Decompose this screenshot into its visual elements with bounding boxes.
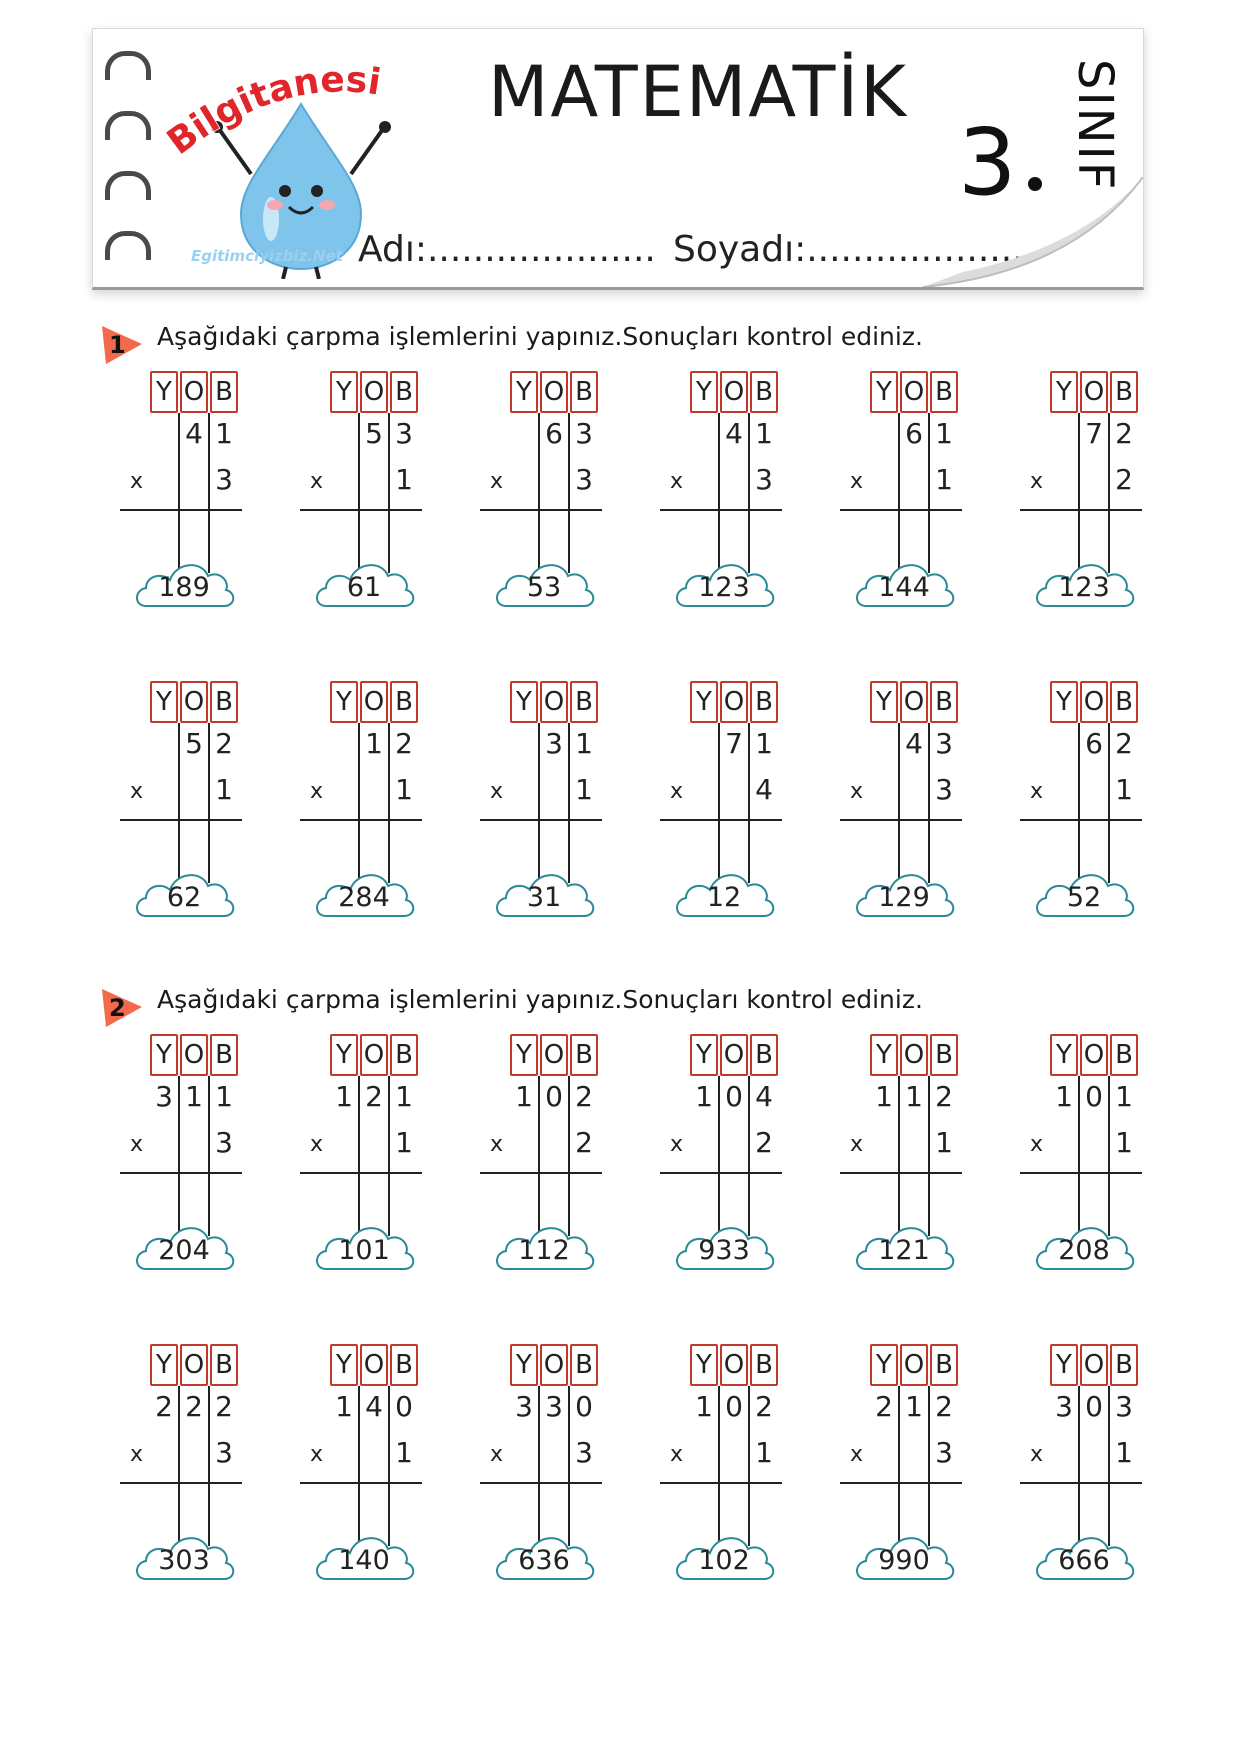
place-value-header: O: [720, 1344, 748, 1386]
place-value-header: Y: [510, 1034, 538, 1076]
place-value-header: O: [540, 1344, 568, 1386]
place-value-header: O: [1080, 1344, 1108, 1386]
times-sign: x: [490, 469, 504, 494]
place-value-header: O: [540, 371, 568, 413]
binder-ring-icon: [105, 231, 151, 260]
surname-field[interactable]: Soyadı:....................: [673, 229, 1036, 270]
multiplicand-digit: 1: [755, 727, 773, 760]
check-answer: 208: [1058, 1235, 1110, 1266]
instruction-text: Aşağıdaki çarpma işlemlerini yapınız.Sonuçları kontrol ediniz.: [157, 322, 923, 351]
place-value-header: B: [930, 1034, 958, 1076]
multiplicand-digit: 3: [935, 727, 953, 760]
place-value-header: B: [1110, 371, 1138, 413]
multiplicand-digit: 1: [875, 1080, 893, 1113]
check-answer: 129: [878, 882, 930, 913]
times-sign: x: [490, 779, 504, 804]
multiplier-digit: 4: [755, 773, 773, 806]
times-sign: x: [850, 1442, 864, 1467]
multiplicand-digit: 2: [875, 1390, 893, 1423]
place-value-header: B: [210, 681, 238, 723]
multiplicand-digit: 1: [695, 1390, 713, 1423]
times-sign: x: [1030, 1442, 1044, 1467]
multiplier-digit: 3: [215, 1436, 233, 1469]
brand-name: Bilgitanesi: [159, 59, 384, 161]
check-answer: 636: [518, 1545, 570, 1576]
multiplicand-digit: 0: [1085, 1080, 1103, 1113]
place-value-header: B: [750, 1344, 778, 1386]
place-value-header: O: [360, 371, 388, 413]
place-value-header: O: [540, 681, 568, 723]
place-value-header: Y: [1050, 681, 1078, 723]
place-value-header: B: [570, 681, 598, 723]
multiplicand-digit: 4: [755, 1080, 773, 1113]
multiplier-digit: 1: [1115, 1126, 1133, 1159]
multiplicand-digit: 2: [575, 1080, 593, 1113]
page-title: MATEMATİK: [488, 51, 908, 133]
place-value-header: Y: [690, 1034, 718, 1076]
place-value-header: Y: [510, 681, 538, 723]
multiplicand-digit: 4: [905, 727, 923, 760]
multiplicand-digit: 0: [725, 1080, 743, 1113]
times-sign: x: [490, 1132, 504, 1157]
times-sign: x: [670, 469, 684, 494]
place-value-header: Y: [1050, 371, 1078, 413]
place-value-header: B: [930, 1344, 958, 1386]
times-sign: x: [130, 779, 144, 804]
question-number-icon: [96, 985, 144, 1029]
place-value-header: B: [210, 371, 238, 413]
multiplicand-digit: 3: [1055, 1390, 1073, 1423]
multiplicand-digit: 1: [365, 727, 383, 760]
place-value-header: O: [180, 1034, 208, 1076]
check-answer: 102: [698, 1545, 750, 1576]
place-value-header: O: [360, 1344, 388, 1386]
multiplicand-digit: 1: [935, 417, 953, 450]
check-answer: 189: [158, 572, 210, 603]
multiplicand-digit: 3: [155, 1080, 173, 1113]
place-value-header: O: [900, 1344, 928, 1386]
multiplicand-digit: 2: [1115, 417, 1133, 450]
multiplicand-digit: 3: [515, 1390, 533, 1423]
check-answer: 284: [338, 882, 390, 913]
place-value-header: O: [180, 681, 208, 723]
place-value-header: B: [1110, 1344, 1138, 1386]
multiplier-digit: 2: [1115, 463, 1133, 496]
multiplicand-digit: 1: [395, 1080, 413, 1113]
place-value-header: Y: [150, 681, 178, 723]
check-answer: 666: [1058, 1545, 1110, 1576]
multiplicand-digit: 6: [545, 417, 563, 450]
multiplier-digit: 3: [755, 463, 773, 496]
place-value-header: Y: [510, 371, 538, 413]
place-value-header: B: [390, 371, 418, 413]
place-value-header: Y: [870, 1034, 898, 1076]
place-value-header: B: [930, 681, 958, 723]
place-value-header: O: [900, 371, 928, 413]
check-answer: 12: [706, 882, 742, 913]
multiplicand-digit: 3: [395, 417, 413, 450]
place-value-header: Y: [150, 1034, 178, 1076]
times-sign: x: [490, 1442, 504, 1467]
place-value-header: Y: [330, 681, 358, 723]
multiplier-digit: 3: [215, 1126, 233, 1159]
check-answer: 123: [1058, 572, 1110, 603]
multiplier-digit: 1: [395, 1126, 413, 1159]
times-sign: x: [1030, 779, 1044, 804]
place-value-header: B: [210, 1344, 238, 1386]
multiplicand-digit: 2: [365, 1080, 383, 1113]
question-number: 2: [109, 994, 126, 1022]
grade-word: SINIF: [1067, 59, 1123, 192]
multiplier-digit: 1: [755, 1436, 773, 1469]
page-curl: [923, 177, 1143, 287]
multiplier-digit: 3: [935, 1436, 953, 1469]
times-sign: x: [130, 469, 144, 494]
multiplier-digit: 1: [395, 463, 413, 496]
name-field[interactable]: Adı:....................: [358, 229, 656, 270]
place-value-header: O: [720, 1034, 748, 1076]
place-value-header: Y: [870, 681, 898, 723]
check-answer: 140: [338, 1545, 390, 1576]
times-sign: x: [310, 1442, 324, 1467]
multiplicand-digit: 4: [725, 417, 743, 450]
binder-ring-icon: [105, 171, 151, 200]
times-sign: x: [310, 469, 324, 494]
place-value-header: O: [900, 681, 928, 723]
check-answer: 204: [158, 1235, 210, 1266]
place-value-header: Y: [330, 371, 358, 413]
multiplicand-digit: 1: [185, 1080, 203, 1113]
check-answer: 112: [518, 1235, 570, 1266]
site-name: Egitimciyizbiz.Net: [191, 247, 343, 265]
place-value-header: O: [720, 681, 748, 723]
brand-logo: [159, 51, 489, 161]
question-number: 1: [109, 331, 126, 359]
times-sign: x: [1030, 469, 1044, 494]
multiplicand-digit: 0: [545, 1080, 563, 1113]
multiplier-digit: 2: [755, 1126, 773, 1159]
multiplier-digit: 2: [575, 1126, 593, 1159]
place-value-header: B: [1110, 1034, 1138, 1076]
multiplicand-digit: 1: [515, 1080, 533, 1113]
place-value-header: Y: [690, 681, 718, 723]
multiplicand-digit: 1: [1055, 1080, 1073, 1113]
multiplicand-digit: 2: [935, 1080, 953, 1113]
multiplicand-digit: 1: [335, 1390, 353, 1423]
multiplicand-digit: 2: [215, 727, 233, 760]
multiplicand-digit: 1: [905, 1080, 923, 1113]
place-value-header: O: [180, 1344, 208, 1386]
check-answer: 52: [1066, 882, 1102, 913]
place-value-header: Y: [690, 1344, 718, 1386]
multiplier-digit: 3: [215, 463, 233, 496]
multiplicand-digit: 7: [725, 727, 743, 760]
place-value-header: Y: [1050, 1034, 1078, 1076]
times-sign: x: [850, 779, 864, 804]
multiplicand-digit: 1: [905, 1390, 923, 1423]
multiplicand-digit: 0: [575, 1390, 593, 1423]
multiplicand-digit: 1: [215, 1080, 233, 1113]
place-value-header: Y: [870, 371, 898, 413]
instruction-text: Aşağıdaki çarpma işlemlerini yapınız.Sonuçları kontrol ediniz.: [157, 985, 923, 1014]
place-value-header: Y: [150, 371, 178, 413]
multiplier-digit: 1: [395, 1436, 413, 1469]
multiplicand-digit: 2: [755, 1390, 773, 1423]
place-value-header: B: [930, 371, 958, 413]
place-value-header: O: [720, 371, 748, 413]
times-sign: x: [1030, 1132, 1044, 1157]
check-answer: 53: [526, 572, 562, 603]
place-value-header: Y: [330, 1344, 358, 1386]
times-sign: x: [310, 1132, 324, 1157]
worksheet-header: [92, 28, 1144, 290]
multiplicand-digit: 7: [1085, 417, 1103, 450]
multiplicand-digit: 1: [575, 727, 593, 760]
times-sign: x: [310, 779, 324, 804]
multiplicand-digit: 1: [215, 417, 233, 450]
place-value-header: B: [570, 371, 598, 413]
svg-text:Bilgitanesi: [160, 59, 384, 161]
multiplicand-digit: 6: [1085, 727, 1103, 760]
multiplicand-digit: 2: [395, 727, 413, 760]
multiplicand-digit: 6: [905, 417, 923, 450]
place-value-header: B: [570, 1034, 598, 1076]
place-value-header: O: [1080, 371, 1108, 413]
check-answer: 31: [526, 882, 562, 913]
multiplier-digit: 3: [575, 1436, 593, 1469]
multiplier-digit: 1: [575, 773, 593, 806]
multiplicand-digit: 3: [545, 727, 563, 760]
check-answer: 62: [166, 882, 202, 913]
multiplicand-digit: 4: [365, 1390, 383, 1423]
multiplicand-digit: 0: [725, 1390, 743, 1423]
multiplicand-digit: 5: [365, 417, 383, 450]
times-sign: x: [670, 1132, 684, 1157]
multiplicand-digit: 1: [695, 1080, 713, 1113]
place-value-header: O: [360, 1034, 388, 1076]
place-value-header: Y: [150, 1344, 178, 1386]
multiplicand-digit: 1: [755, 417, 773, 450]
check-answer: 121: [878, 1235, 930, 1266]
place-value-header: Y: [870, 1344, 898, 1386]
place-value-header: B: [1110, 681, 1138, 723]
multiplicand-digit: 3: [1115, 1390, 1133, 1423]
multiplier-digit: 1: [935, 463, 953, 496]
place-value-header: O: [1080, 681, 1108, 723]
multiplier-digit: 1: [215, 773, 233, 806]
place-value-header: B: [210, 1034, 238, 1076]
place-value-header: B: [390, 1344, 418, 1386]
multiplier-digit: 3: [935, 773, 953, 806]
multiplicand-digit: 2: [1115, 727, 1133, 760]
place-value-header: Y: [1050, 1344, 1078, 1386]
times-sign: x: [670, 1442, 684, 1467]
times-sign: x: [130, 1132, 144, 1157]
place-value-header: O: [360, 681, 388, 723]
multiplicand-digit: 0: [1085, 1390, 1103, 1423]
place-value-header: B: [750, 1034, 778, 1076]
multiplier-digit: 1: [935, 1126, 953, 1159]
check-answer: 990: [878, 1545, 930, 1576]
place-value-header: O: [180, 371, 208, 413]
place-value-header: O: [1080, 1034, 1108, 1076]
check-answer: 144: [878, 572, 930, 603]
times-sign: x: [670, 779, 684, 804]
place-value-header: B: [390, 681, 418, 723]
place-value-header: B: [750, 681, 778, 723]
check-answer: 303: [158, 1545, 210, 1576]
place-value-header: Y: [510, 1344, 538, 1386]
multiplicand-digit: 2: [155, 1390, 173, 1423]
multiplier-digit: 3: [575, 463, 593, 496]
multiplier-digit: 1: [1115, 773, 1133, 806]
place-value-header: Y: [690, 371, 718, 413]
multiplicand-digit: 0: [395, 1390, 413, 1423]
binder-ring-icon: [105, 111, 151, 140]
check-answer: 101: [338, 1235, 390, 1266]
check-answer: 933: [698, 1235, 750, 1266]
grade-number: 3: [958, 109, 1017, 216]
multiplicand-digit: 5: [185, 727, 203, 760]
place-value-header: O: [540, 1034, 568, 1076]
multiplier-digit: 1: [1115, 1436, 1133, 1469]
multiplier-digit: 1: [395, 773, 413, 806]
times-sign: x: [130, 1442, 144, 1467]
multiplicand-digit: 2: [215, 1390, 233, 1423]
multiplicand-digit: 3: [575, 417, 593, 450]
multiplicand-digit: 4: [185, 417, 203, 450]
multiplicand-digit: 2: [185, 1390, 203, 1423]
times-sign: x: [850, 1132, 864, 1157]
place-value-header: Y: [330, 1034, 358, 1076]
multiplicand-digit: 3: [545, 1390, 563, 1423]
multiplicand-digit: 1: [1115, 1080, 1133, 1113]
place-value-header: B: [570, 1344, 598, 1386]
multiplicand-digit: 1: [335, 1080, 353, 1113]
check-answer: 61: [346, 572, 382, 603]
question-number-icon: [96, 322, 144, 366]
place-value-header: O: [900, 1034, 928, 1076]
binder-ring-icon: [105, 51, 151, 80]
place-value-header: B: [750, 371, 778, 413]
place-value-header: B: [390, 1034, 418, 1076]
times-sign: x: [850, 469, 864, 494]
check-answer: 123: [698, 572, 750, 603]
multiplicand-digit: 2: [935, 1390, 953, 1423]
